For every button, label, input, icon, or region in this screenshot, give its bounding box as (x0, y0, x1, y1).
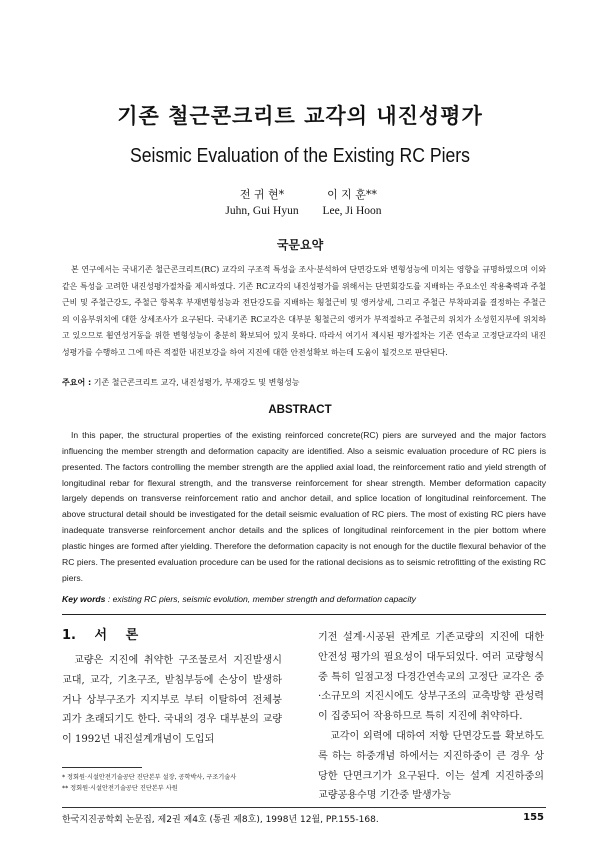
abstract-english: In this paper, the structural properties of the existing reinforced concrete(RC) piers are surveyed and the major factors influencing the member strength and deformation capacity are identified. Also a seismic evaluation procedure of RC piers is presented. The factors controlling the member strength are the applied axial load, the reinforcement ratio and yield strength of longitudinal rebar for flexural strength, and the transverse reinforcement for shear strength. Member deformation capacity largely depends on transverse reinforcement ratio and anchor detail, and splice location of longitudinal reinforcement. The above structural detail should be investigated for the detail seismic evaluation of RC piers. The most of existing RC piers have inadequate transverse reinforcement anchor details and the splices of longitudinal reinforcement in the pier bottom where plastic hinges are formed after yielding. Therefore the deformation capacity is not enough for the ductile flexural behavior of the RC piers. The presented evaluation procedure can be used for the rational decisions as to seismic retrofitting of the existing RC piers. (62, 430, 546, 583)
body-column-left (62, 651, 282, 750)
footnotes (62, 772, 292, 794)
author-1-name-ko: 전 귀 현* (239, 188, 285, 201)
author-1-name-en: Juhn, Gui Hyun (225, 205, 299, 217)
abstract-korean: 본 연구에서는 국내기존 철근콘크리트(RC) 교각의 구조적 특성을 조사·분석하여 단면강도와 변형성능에 미치는 영향을 규명하였으며 이와 같은 특성을 고려한 내진성평가절차를 제시하였다. 기존 RC교각의 내진성평가를 위해서는 단면회강도를 지배하는 주요소인 작용축력과 주철근비 및 주철근강도, 주철근 항복후 부재변형성능과 전단강도를 지배하는 횡철근비 및 앵커상세, 그리고 주철근 부착파괴를 결정하는 주철근의 이음부위치에 대한 상세조사가 요구된다. 국내기존 RC교각은 대부분 횡철근의 앵커가 부적절하고 주철근의 위치가 소성힌지부에 위치하고 있으므로 휨연성거동을 위한 변형성능이 충분히 확보되어 있지 못하다. 따라서 여기서 제시된 평가절차는 기존 연속교 고정단교각의 내진성평가를 수행하고 그에 따른 적절한 내진보강을 하여 지진에 대한 안전성확보 하는데 도움이 될것으로 판단된다. (62, 265, 546, 357)
keywords-english-label: Key words (62, 594, 106, 604)
author-2-name-en: Lee, Ji Hoon (322, 205, 382, 217)
divider (62, 614, 546, 615)
footer-citation: 한국지진공학회 논문집, 제2권 제4호 (통권 제8호), 1998년 12월, PP.155-168. (62, 815, 379, 825)
author-2 (306, 187, 398, 219)
author-2-name-ko: 이 지 훈** (327, 188, 377, 201)
page-number: 155 (523, 812, 544, 823)
page-footer (62, 812, 546, 825)
keywords-english-text: : existing RC piers, seismic evolution, member strength and deformation capacity (107, 594, 416, 604)
footnote-divider (62, 767, 142, 768)
body-column-right (318, 628, 544, 806)
footnote-1: * 정회원·시설안전기술공단 진단본부 설장, 공학박사, 구조기술사 (62, 774, 237, 781)
keywords-korean-text: 기존 철근콘크리트 교각, 내진성평가, 부재강도 및 변형성능 (93, 378, 300, 387)
section-heading: 1. 서 론 (62, 628, 139, 643)
keywords-english (62, 594, 546, 604)
body-left-paragraph: 교량은 지진에 취약한 구조물로서 지진발생시 교대, 교각, 기초구조, 받침부등에 손상이 발생하거나 상부구조가 지지부로 부터 이탈하여 전체붕괴가 초래되기도 한다. 국내의 경우 대부분의 교량이 1992년 내진설계개념이 도입되 (62, 655, 282, 746)
author-1 (216, 187, 308, 219)
body-right-paragraph-2: 교각이 외력에 대하여 저항 단면강도를 확보하도록 하는 하중개념 하에서는 지진하중이 큰 경우 상당한 단면크기가 요구된다. 이는 설계 지진하중의 교량공용수명 기간중 발생가능 (318, 730, 544, 802)
title-korean: 기존 철근콘크리트 교각의 내진성평가 (117, 104, 483, 128)
title-english: Seismic Evaluation of the Existing RC Piers (129, 144, 470, 167)
keywords-korean (62, 377, 546, 388)
body-right-paragraph-1: 기전 설계·시공된 관계로 기존교량의 지진에 대한 안전성 평가의 필요성이 대두되었다. 여러 교량형식중 특히 일점고정 다경간연속교의 고정단 교각은 중·소규모의 지진시에도 상부구조의 교축방향 관성력이 집중되어 작용하므로 특히 지진에 취약하다. (318, 632, 544, 723)
footer-divider (62, 807, 546, 808)
footnote-2: ** 정회원·시설안전기술공단 진단본부 사원 (62, 785, 178, 792)
keywords-korean-label: 주요어 : (62, 378, 92, 387)
abstract-heading-korean: 국문요약 (276, 238, 324, 252)
abstract-heading-english: ABSTRACT (268, 404, 332, 416)
